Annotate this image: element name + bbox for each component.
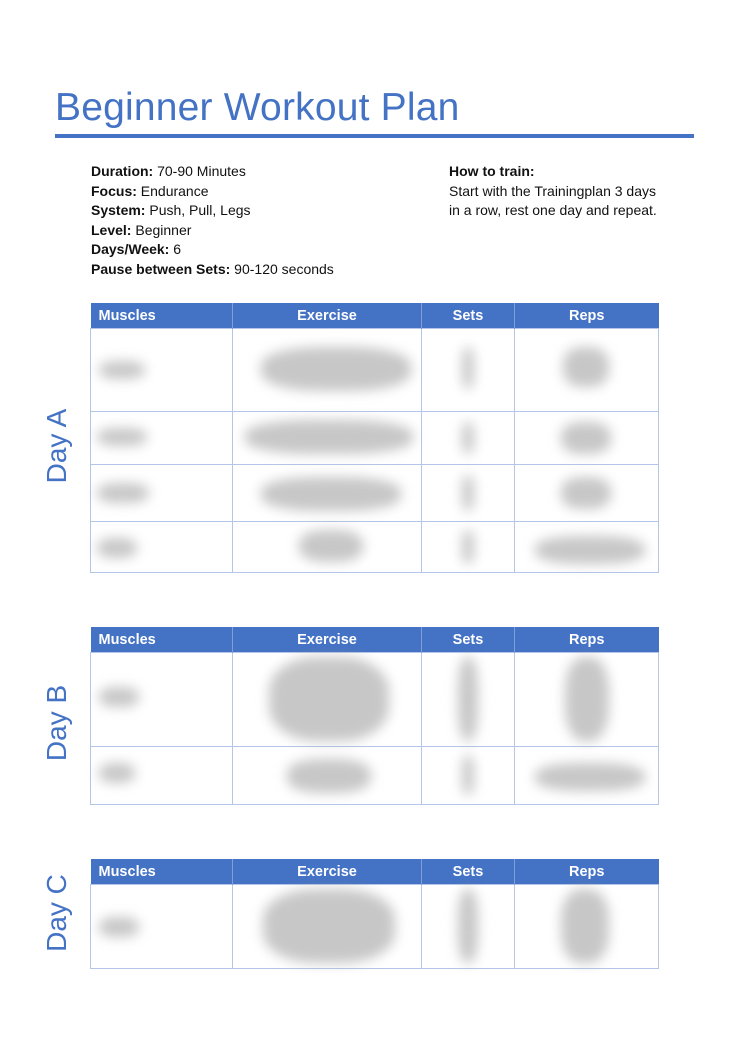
header-exercise: Exercise bbox=[233, 859, 422, 885]
blurred-cell bbox=[515, 329, 659, 412]
header-muscles: Muscles bbox=[91, 303, 233, 329]
blurred-cell bbox=[422, 465, 515, 522]
detail-label: System: bbox=[91, 202, 146, 219]
table-row bbox=[91, 412, 659, 465]
blurred-cell bbox=[233, 747, 422, 805]
page-title: Beginner Workout Plan bbox=[55, 86, 460, 129]
blurred-cell bbox=[515, 747, 659, 805]
detail-label: Level: bbox=[91, 221, 132, 238]
how-to-train-line: in a row, rest one day and repeat. bbox=[449, 202, 657, 219]
blurred-cell bbox=[233, 465, 422, 522]
blurred-cell bbox=[91, 522, 233, 573]
detail-system bbox=[91, 201, 334, 221]
detail-days-per-week bbox=[91, 240, 334, 260]
blurred-cell bbox=[515, 412, 659, 465]
blurred-cell bbox=[91, 653, 233, 747]
table-row bbox=[91, 885, 659, 969]
day-a-table bbox=[90, 303, 659, 573]
blurred-cell bbox=[515, 653, 659, 747]
detail-value: 6 bbox=[173, 241, 182, 258]
day-b-label: Day B bbox=[41, 684, 72, 762]
detail-level bbox=[91, 221, 334, 241]
header-muscles: Muscles bbox=[91, 859, 233, 885]
header-sets: Sets bbox=[422, 303, 515, 329]
table-header-row bbox=[91, 859, 659, 885]
table-header-row bbox=[91, 627, 659, 653]
table-row bbox=[91, 465, 659, 522]
detail-value: 90-120 seconds bbox=[234, 260, 334, 277]
table-row bbox=[91, 522, 659, 573]
table-row bbox=[91, 653, 659, 747]
blurred-cell bbox=[515, 885, 659, 969]
day-a-label: Day A bbox=[41, 408, 72, 484]
table-row bbox=[91, 329, 659, 412]
blurred-cell bbox=[422, 329, 515, 412]
detail-value: Push, Pull, Legs bbox=[149, 202, 251, 219]
blurred-cell bbox=[91, 747, 233, 805]
header-sets: Sets bbox=[422, 627, 515, 653]
header-reps: Reps bbox=[515, 303, 659, 329]
blurred-cell bbox=[422, 522, 515, 573]
blurred-cell bbox=[422, 747, 515, 805]
blurred-cell bbox=[422, 653, 515, 747]
header-sets: Sets bbox=[422, 859, 515, 885]
table-row bbox=[91, 747, 659, 805]
blurred-cell bbox=[422, 412, 515, 465]
detail-label: Focus: bbox=[91, 182, 137, 199]
detail-value: Beginner bbox=[135, 221, 192, 238]
detail-label: Duration: bbox=[91, 163, 154, 179]
day-b-table bbox=[90, 627, 659, 805]
table-header-row bbox=[91, 303, 659, 329]
header-reps: Reps bbox=[515, 859, 659, 885]
header-muscles: Muscles bbox=[91, 627, 233, 653]
blurred-cell bbox=[515, 522, 659, 573]
plan-details bbox=[91, 162, 334, 280]
blurred-cell bbox=[91, 465, 233, 522]
blurred-cell bbox=[233, 412, 422, 465]
header-reps: Reps bbox=[515, 627, 659, 653]
detail-label: Pause between Sets: bbox=[91, 260, 231, 277]
blurred-cell bbox=[233, 885, 422, 969]
blurred-cell bbox=[91, 412, 233, 465]
blurred-cell bbox=[91, 885, 233, 969]
blurred-cell bbox=[233, 329, 422, 412]
detail-value: 70-90 Minutes bbox=[157, 163, 246, 179]
blurred-cell bbox=[233, 653, 422, 747]
how-to-train bbox=[449, 162, 679, 221]
header-exercise: Exercise bbox=[233, 627, 422, 653]
how-to-train-line: Start with the Trainingplan 3 days bbox=[449, 182, 657, 199]
how-to-train-heading: How to train: bbox=[449, 163, 535, 179]
title-underline bbox=[55, 134, 694, 138]
header-exercise: Exercise bbox=[233, 303, 422, 329]
detail-label: Days/Week: bbox=[91, 241, 170, 258]
detail-pause bbox=[91, 260, 334, 280]
blurred-cell bbox=[422, 885, 515, 969]
day-c-label: Day C bbox=[41, 874, 72, 952]
day-c-table bbox=[90, 859, 659, 969]
detail-focus bbox=[91, 182, 334, 202]
detail-value: Endurance bbox=[140, 182, 209, 199]
blurred-cell bbox=[91, 329, 233, 412]
detail-duration bbox=[91, 162, 334, 182]
blurred-cell bbox=[233, 522, 422, 573]
blurred-cell bbox=[515, 465, 659, 522]
